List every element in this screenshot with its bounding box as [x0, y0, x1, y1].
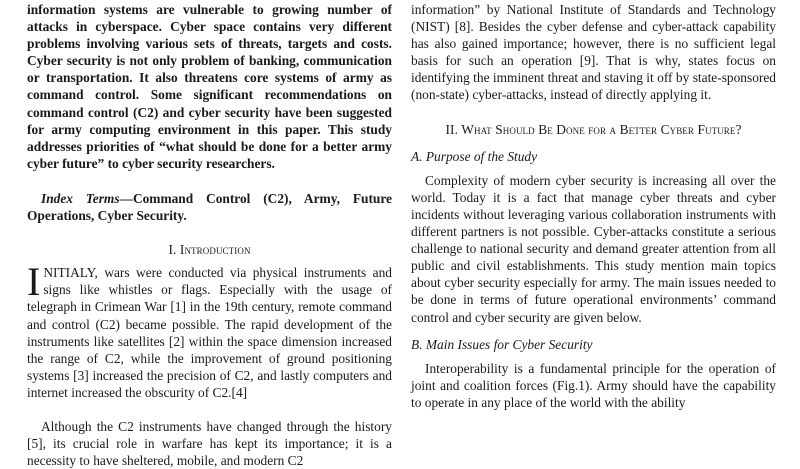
index-terms-text: —Command Control (C2), Army, Future Operations, Cyber Security.	[27, 190, 392, 224]
index-terms	[27, 190, 392, 224]
main-issues-paragraph: Interoperability is a fundamental principle for the operation of joint and coalition forces (Fig.1). Army should have the capability to operate in any place of the world with the ability	[411, 360, 776, 410]
abstract-text: information systems are vulnerable to growing number of attacks in cyberspace. Cyber space contains very different problems involving various sets of threats, targets and costs. Cyber security is not only problem of banking, communication or transportation. It also threatens core systems of army as command control. Some significant recommendations on command control (C2) and cyber security have been suggested for army computing environment in this paper. This study addresses priorities of “what should be done for a better army cyber future” to cyber security researchers.	[27, 2, 392, 171]
left-column	[27, 0, 392, 469]
intro-paragraph-1-text: NITIALY, wars were conducted via physical instruments and signs like whistles or flags. Especially with the usage of telegraph in Crimean War [1] in the 19th century, remote command and control (C2) became possible. The rapid development of the instruments like satellites [2] within the space dimension increased the range of C2, while the improvement of ground positioning systems [3] increased the precision of C2, and lastly computers and internet increased the obscurity of C2.[4]	[27, 265, 392, 400]
section-heading-introduction: I. Introduction	[168, 242, 251, 258]
subsection-heading-purpose: A. Purpose of the Study	[411, 148, 538, 164]
purpose-paragraph: Complexity of modern cyber security is increasing all over the world. Today it is a fact that manage cyber threats and cyber incidents without leveraging various collaboration instruments with different partners is not possible. Cyber-attacks constitute a serious challenge to national security and demand greater attention from all public and civil establishments. This study mention main topics about cyber security especially for army. The main issues needed to be done in terms of future operational environments’ command control and cyber security are given below.	[411, 172, 776, 325]
section-heading-better-cyber-future: II. What Should Be Done for a Better Cyber Future?	[445, 121, 742, 137]
continued-paragraph: information” by National Institute of Standards and Technology (NIST) [8]. Besides the cyber defense and cyber-attack capability has also gained importance; however, there is no sufficient legal basis for such an operation [9]. That is why, states focus on identifying the imminent threat and staving it off by state-sponsored (non-state) cyber-attacks, instead of directly applying it.	[411, 2, 776, 103]
intro-paragraph-2: Although the C2 instruments have changed through the history [5], its crucial role in warfare has kept its importance; it is a necessity to have sheltered, mobile, and modern C2	[27, 418, 392, 469]
index-terms-label: Index Terms	[41, 190, 120, 206]
paragraph-gap	[27, 401, 392, 418]
intro-paragraph-1	[27, 259, 392, 401]
right-column	[411, 0, 776, 411]
drop-cap: I	[27, 259, 41, 305]
subsection-heading-main-issues: B. Main Issues for Cyber Security	[411, 336, 593, 352]
